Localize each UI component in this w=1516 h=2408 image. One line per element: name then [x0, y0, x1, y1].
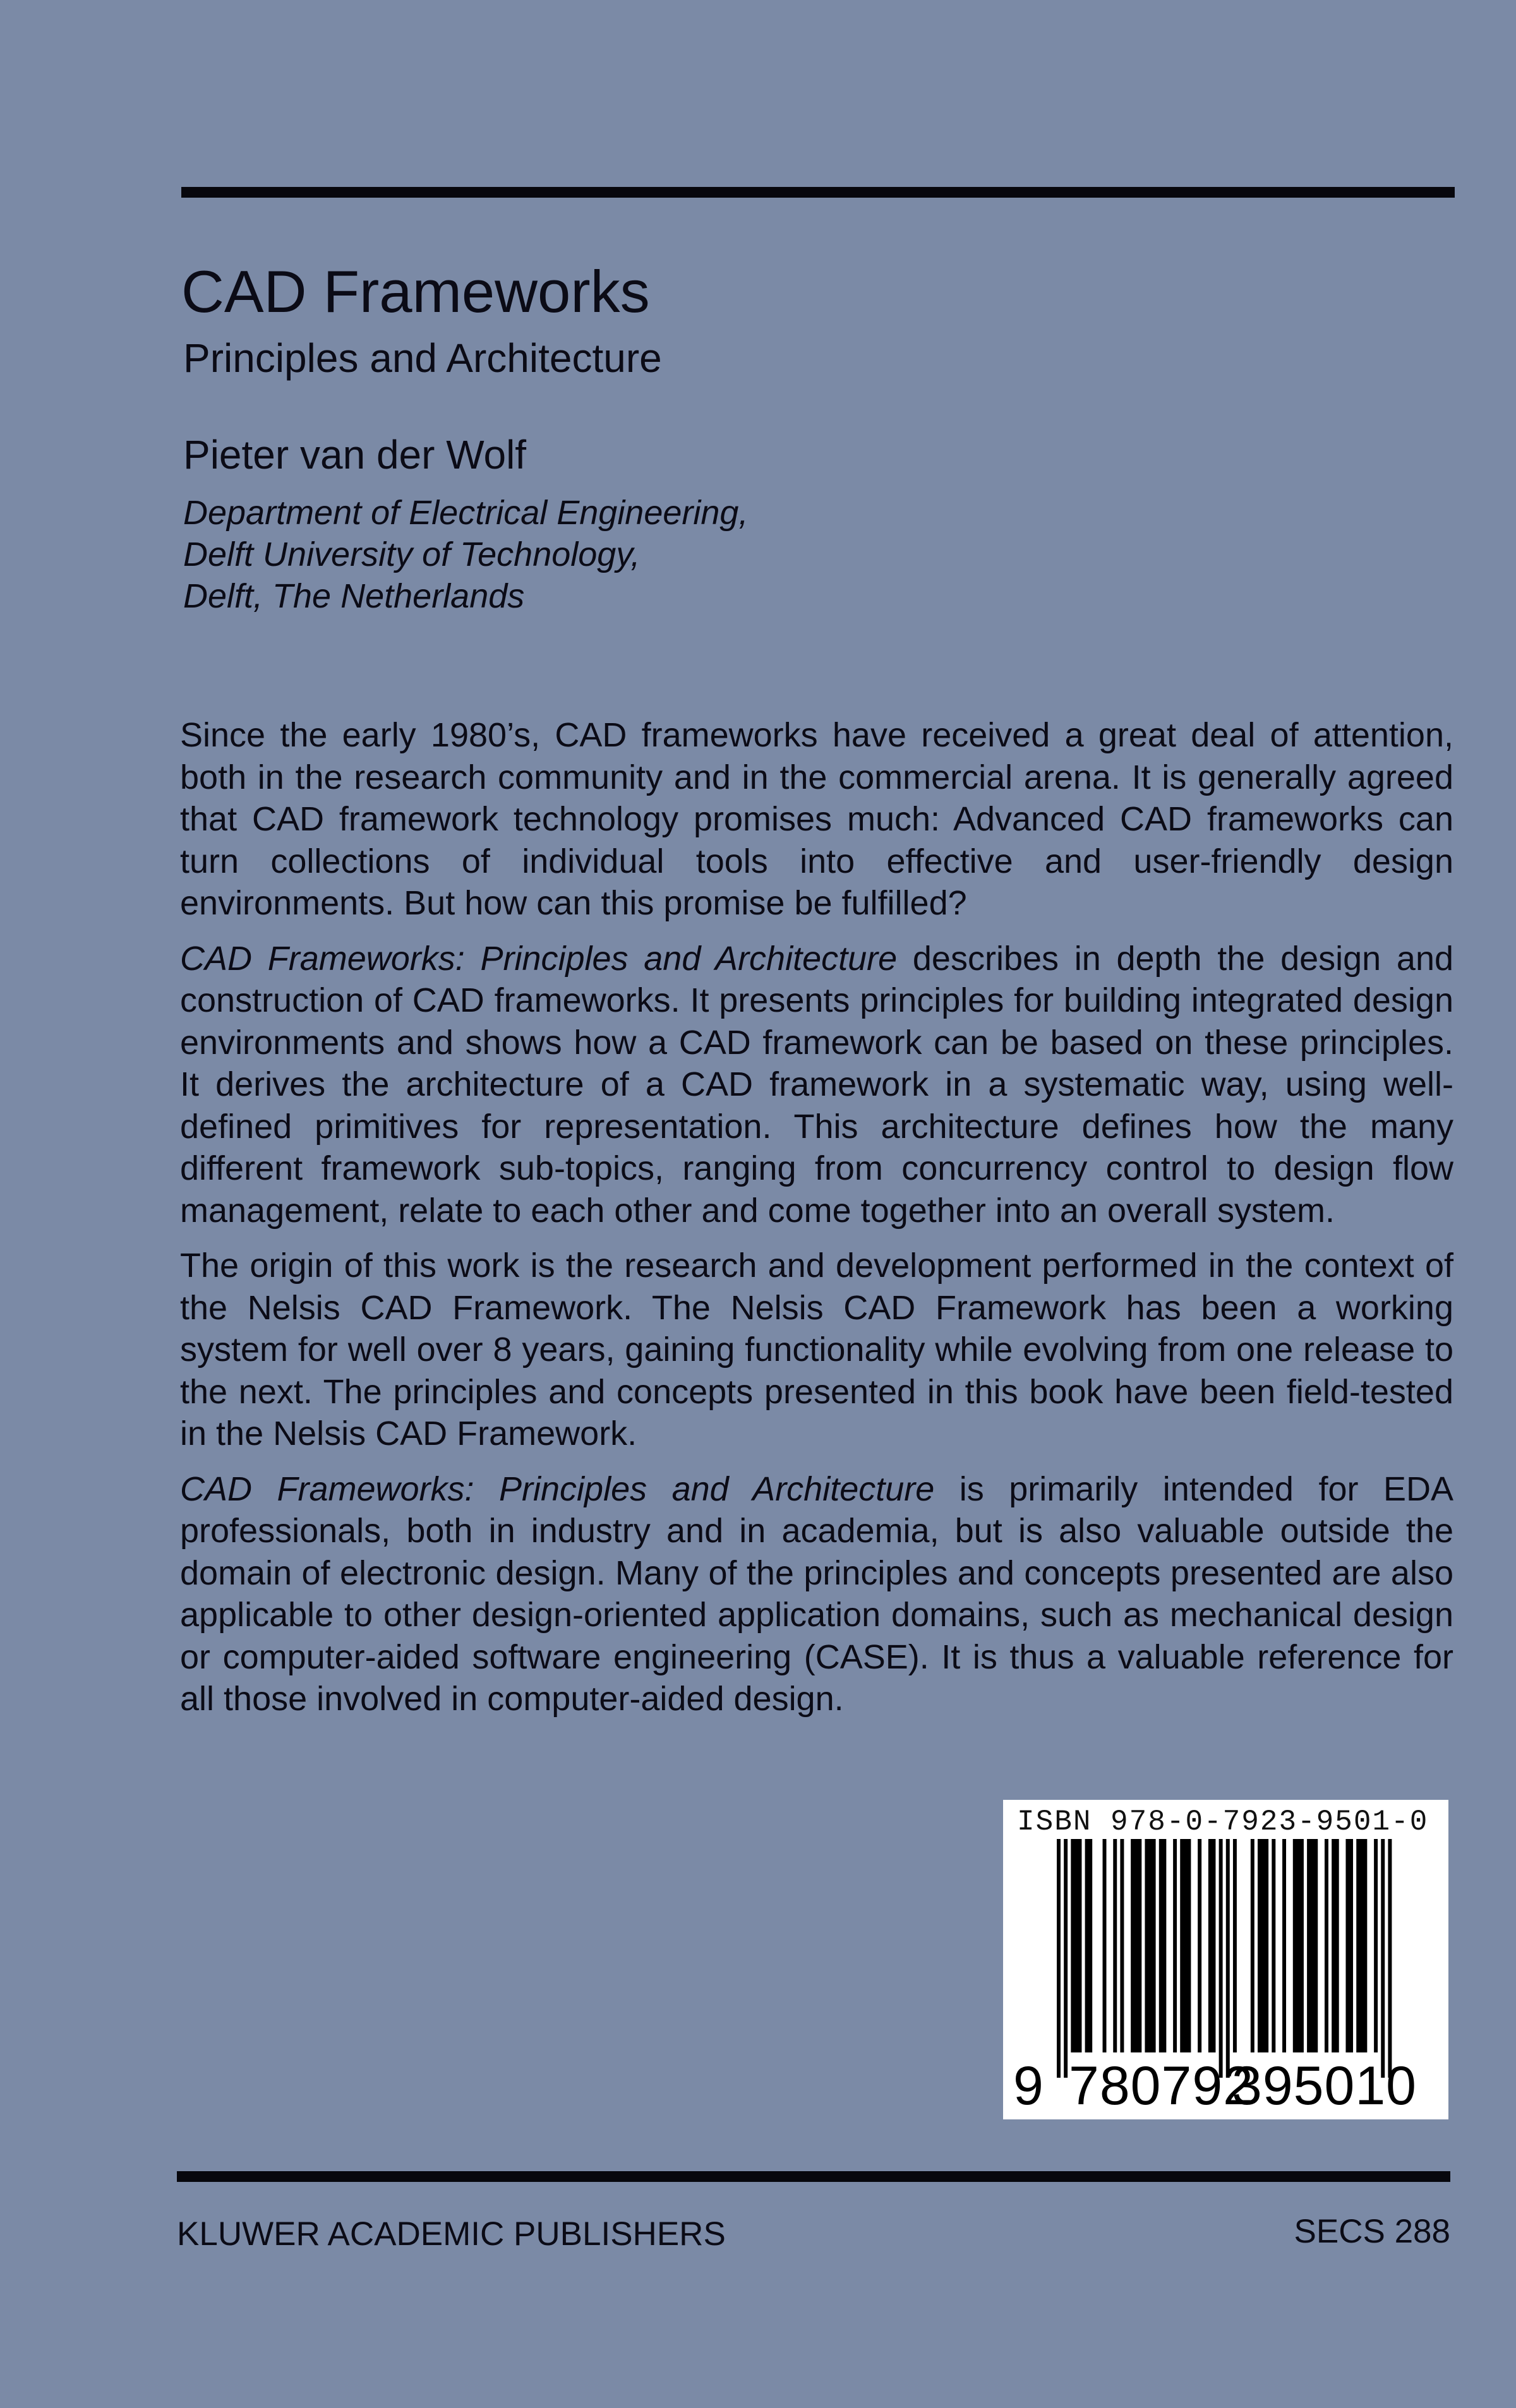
isbn-label: ISBN 978-0-7923-9501-0 — [1017, 1806, 1429, 1838]
barcode-bar — [1198, 1839, 1201, 2052]
barcode-guard-bar — [1057, 1839, 1061, 2078]
barcode-bar — [1088, 1839, 1092, 2052]
barcode-bar — [1296, 1839, 1300, 2052]
blurb — [180, 714, 1453, 1734]
book-title: CAD Frameworks — [181, 258, 650, 325]
barcode-bar — [1311, 1839, 1314, 2052]
top-rule — [181, 187, 1455, 198]
barcode-bar — [1074, 1839, 1078, 2052]
barcode-digits-right: 395010 — [1232, 2056, 1417, 2116]
author-name: Pieter van der Wolf — [183, 432, 527, 477]
paragraph-text: The origin of this work is the research and development performed in the context of the Nelsis CAD Framework. The Nelsis CAD Framework has been a working system for well over 8 years, gaining functionality while evolving from one release to the next. The principles and concepts presented in this book have been field-tested in the Nelsis CAD Framework. — [180, 1247, 1453, 1453]
barcode-digits-left: 780792 — [1069, 2056, 1254, 2116]
bottom-rule — [177, 2171, 1450, 2182]
barcode-bar — [1363, 1839, 1367, 2052]
barcode-bar — [1159, 1839, 1163, 2052]
author-affiliation — [183, 492, 748, 617]
paragraph-text: Since the early 1980’s, CAD frameworks have received a great deal of attention, both in the research community and in the commercial arena. It is generally agreed that CAD framework technology promises much: Advanced CAD frameworks can turn collections of individual tools into effective and user-friendly design environments. But how can this promise be fulfilled? — [180, 716, 1453, 922]
barcode-bar — [1134, 1839, 1138, 2052]
barcode-bar — [1208, 1839, 1212, 2052]
paragraph-text: is primarily intended for EDA professionals, both in industry and in academia, but is also valuable outside the domain of electronic design. Many of the principles and concepts presented are also applicable to other design-oriented application domains, such as mechanical design or computer-aided software engineering (CASE). It is thus a valuable reference for all those involved in computer-aided design. — [180, 1470, 1453, 1718]
barcode-bar — [1212, 1839, 1215, 2052]
barcode-bar — [1251, 1839, 1254, 2052]
affiliation-line: Department of Electrical Engineering, — [183, 494, 749, 532]
barcode-bar — [1148, 1839, 1152, 2052]
barcode-bar — [1261, 1839, 1265, 2052]
barcode-bar — [1131, 1839, 1134, 2052]
barcode-guard-bar — [1381, 1839, 1385, 2078]
book-subtitle: Principles and Architecture — [183, 335, 662, 381]
isbn-barcode — [1003, 1800, 1448, 2119]
barcode-bar — [1360, 1839, 1364, 2052]
barcode-bar — [1282, 1839, 1286, 2052]
affiliation-line: Delft, The Netherlands — [183, 577, 525, 615]
blurb-paragraph — [180, 714, 1453, 925]
barcode-guard-bar — [1388, 1839, 1392, 2078]
barcode-bar — [1233, 1839, 1237, 2052]
barcode-bar — [1300, 1839, 1304, 2052]
barcode-guard-bar — [1226, 1839, 1230, 2078]
barcode-digit-first: 9 — [1013, 2056, 1044, 2116]
barcode-bar — [1162, 1839, 1166, 2052]
barcode-guard-bar — [1219, 1839, 1223, 2078]
barcode-bar — [1120, 1839, 1124, 2052]
barcode-bar — [1325, 1839, 1328, 2052]
affiliation-line: Delft University of Technology, — [183, 536, 641, 573]
barcode-bar — [1180, 1839, 1184, 2052]
barcode-bar — [1332, 1839, 1335, 2052]
barcode-bar — [1307, 1839, 1311, 2052]
barcode-bar — [1113, 1839, 1117, 2052]
barcode-bar — [1071, 1839, 1074, 2052]
barcode-bar — [1138, 1839, 1141, 2052]
barcode-bar — [1356, 1839, 1360, 2052]
barcode-bar — [1293, 1839, 1297, 2052]
publisher-name: KLUWER ACADEMIC PUBLISHERS — [177, 2215, 726, 2253]
book-title-reference: CAD Frameworks: Principles and Architecture — [180, 1470, 935, 1508]
barcode-bar — [1272, 1839, 1275, 2052]
barcode-bar — [1335, 1839, 1339, 2052]
blurb-paragraph — [180, 1468, 1453, 1720]
barcode-bar — [1173, 1839, 1177, 2052]
barcode-bar — [1184, 1839, 1188, 2052]
barcode-bar — [1103, 1839, 1107, 2052]
barcode-bar — [1349, 1839, 1353, 2052]
barcode-bar — [1145, 1839, 1148, 2052]
barcode-bar — [1085, 1839, 1089, 2052]
paragraph-text: describes in depth the design and construction of CAD frameworks. It presents principles for building integrated design environments and shows how a CAD framework can be based on these principles. It derives the architecture of a CAD framework in a systematic way, using well-defined primitives for representation. This architecture defines how the many different framework sub-topics, ranging from concurrency control to design flow management, relate to each other and come together into an overall system. — [180, 939, 1454, 1230]
barcode-bar — [1265, 1839, 1268, 2052]
blurb-paragraph — [180, 1245, 1453, 1455]
barcode-bar — [1345, 1839, 1349, 2052]
barcode-guard-bar — [1064, 1839, 1068, 2078]
barcode-bar — [1374, 1839, 1378, 2052]
barcode-bar — [1152, 1839, 1156, 2052]
barcode-bar — [1258, 1839, 1261, 2052]
barcode-bar — [1078, 1839, 1081, 2052]
barcode-bar — [1314, 1839, 1318, 2052]
barcode-bar — [1187, 1839, 1191, 2052]
series-number: SECS 288 — [1294, 2213, 1450, 2250]
blurb-paragraph — [180, 938, 1453, 1232]
book-title-reference: CAD Frameworks: Principles and Architecture — [180, 939, 898, 978]
